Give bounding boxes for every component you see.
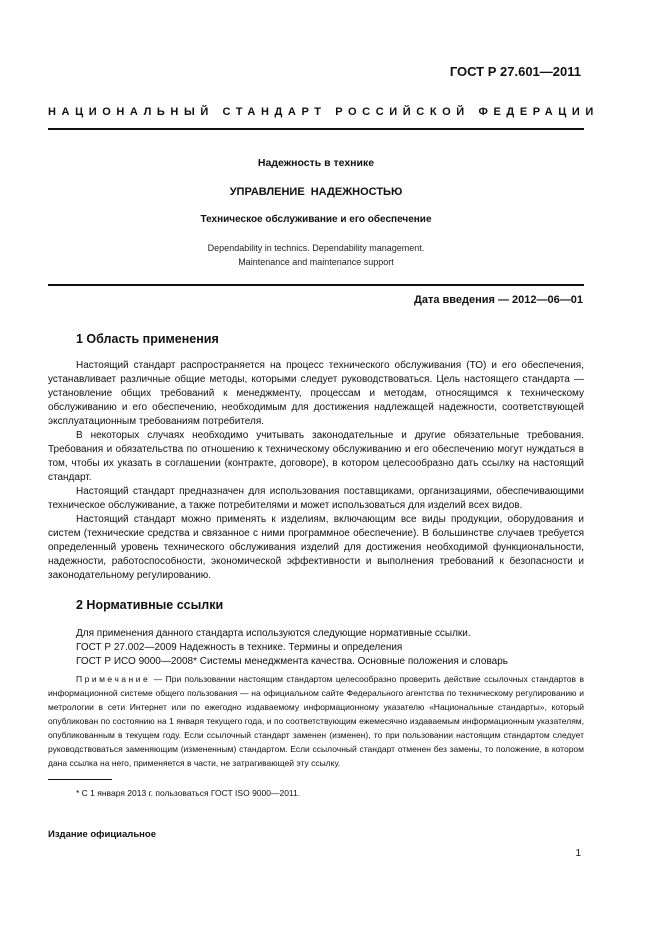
references-intro: Для применения данного стандарта используются следующие нормативные ссылки.: [76, 628, 471, 639]
footnote: * С 1 января 2013 г. пользоваться ГОСТ ISO 9000—2011.: [76, 788, 301, 798]
document-title: УПРАВЛЕНИЕ НАДЕЖНОСТЬЮ: [229, 186, 403, 198]
document-subtitle: Техническое обслуживание и его обеспечение: [200, 214, 432, 225]
paragraph: Настоящий стандарт можно применять к изделиям, включающим все виды продукции, оборудования и систем (технические средства и связанное с ними программное обеспечение). В большинстве случаев требуется определенный уровень технического обслуживания изделий для достижения необходимой функциональности, надежности, работоспособности, экономической эффективности и выполнения требований к безопасности и законодательному регулированию.: [48, 514, 584, 581]
title-rule: [48, 284, 584, 286]
standard-number: ГОСТ Р 27.601—2011: [449, 64, 581, 79]
section-1-heading: 1 Область применения: [76, 332, 219, 346]
page-number: 1: [575, 848, 581, 859]
reference-item: ГОСТ Р ИСО 9000—2008* Системы менеджмента качества. Основные положения и словарь: [76, 656, 508, 667]
header-rule: [48, 128, 584, 130]
footnote-rule: [48, 779, 112, 780]
paragraph: Настоящий стандарт предназначен для использования поставщиками, организациями, обеспечивающими техническое обслуживание, а также потребителями и может использоваться для изделий всех видов.: [48, 486, 584, 511]
reference-item: ГОСТ Р 27.002—2009 Надежность в технике. Термины и определения: [76, 642, 403, 653]
note-text: — При пользовании настоящим стандартом целесообразно проверить действие ссылочных стандартов в информационной системе общего пользования — на официальном сайте Федерального агентства по техническому регулированию и метрологии в сети Интернет или по ежегодно издаваемому информационному указателю «Национальные стандарты», который опубликован по состоянию на 1 января текущего года, и по соответствующим ежемесячно издаваемым информационным указателям, опубликованным в текущем году. Если ссылочный стандарт заменен (изменен), то при пользовании настоящим стандартом следует руководствоваться заменяющим (измененным) стандартом. Если ссылочный стандарт отменен без замены, то положение, в котором дана ссылка на него, применяется в части, не затрагивающей эту ссылку.: [48, 674, 584, 768]
english-title-line-2: Maintenance and maintenance support: [238, 257, 394, 267]
paragraph: Настоящий стандарт распространяется на процесс технического обслуживания (ТО) и его обеспечения, устанавливает различные общие методы, которыми следует руководствоваться. Цель настоящего стандарта — установление общих требований к менеджменту, процессам и методам, относящимся к техническому обслуживанию и его обеспечению, необходимым для достижения надлежащей надежности, соответствующей эксплуатационным требованиям потребителя.: [48, 360, 584, 427]
note-label: Примечание: [76, 674, 151, 684]
paragraph: В некоторых случаях необходимо учитывать законодательные и другие обязательные требования. Требования и обязательства по отношению к техническому обслуживанию и его обеспечению могут нуждаться в том, чтобы их указать в соглашении (контракте, договоре), в котором целесообразно дать ссылку на настоящий стандарт.: [48, 430, 584, 483]
introduction-date: Дата введения — 2012—06—01: [414, 294, 583, 306]
official-edition-label: Издание официальное: [48, 829, 156, 840]
subject-line: Надежность в технике: [257, 157, 375, 169]
note-block: [48, 672, 584, 770]
section-1-body: [48, 359, 584, 583]
english-title: [48, 241, 584, 269]
english-title-line-1: Dependability in technics. Dependability management.: [207, 243, 425, 253]
national-standard-banner: НАЦИОНАЛЬНЫЙ СТАНДАРТ РОССИЙСКОЙ ФЕДЕРАЦИИ: [48, 106, 599, 118]
normative-references: [76, 627, 508, 669]
section-2-heading: 2 Нормативные ссылки: [76, 598, 224, 612]
